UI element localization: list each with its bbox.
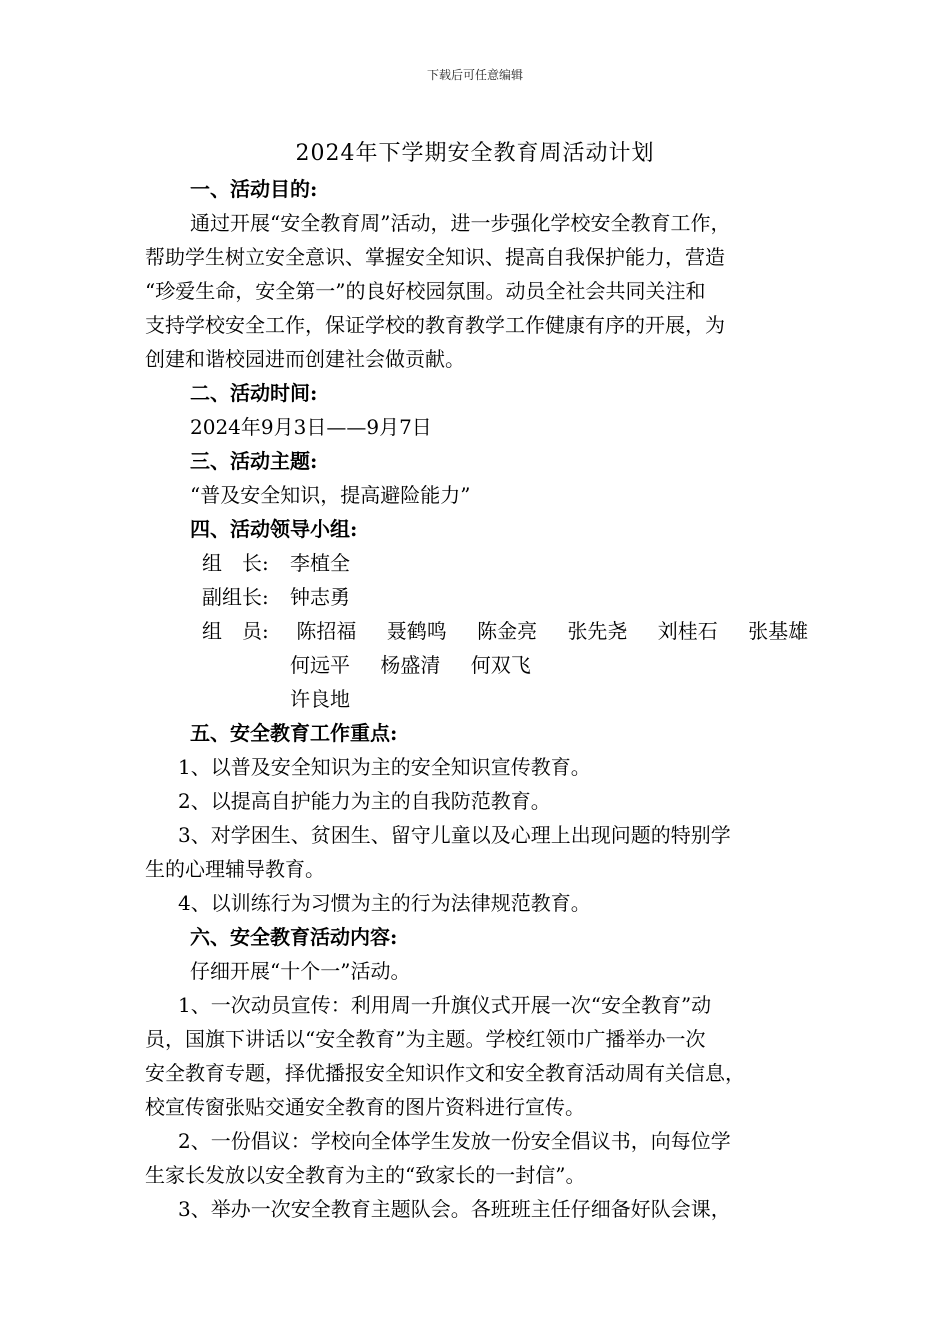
deputy-name: 钟志勇	[290, 585, 350, 609]
member-name: 何远平	[290, 653, 350, 677]
focus-item-2: 2、以提高自护能力为主的自我防范教育。	[178, 789, 551, 813]
activity-1-line: 安全教育专题，择优播报安全知识作文和安全教育活动周有关信息，	[145, 1061, 745, 1085]
section-4-heading: 四、活动领导小组:	[190, 517, 358, 541]
activity-dates: 2024年9月3日——9月7日	[190, 415, 432, 439]
member-name: 刘桂石	[657, 619, 718, 643]
member-name: 聂鹤鸣	[386, 619, 447, 643]
member-name: 张基雄	[748, 619, 809, 643]
members-row-1	[145, 614, 815, 648]
section-2-heading: 二、活动时间:	[190, 381, 318, 405]
page-title: 2024年下学期安全教育周活动计划	[295, 141, 655, 166]
section-1-line: 通过开展“安全教育周”活动，进一步强化学校安全教育工作，	[190, 211, 731, 235]
deputy-row	[145, 580, 815, 614]
focus-item-3-cont: 生的心理辅导教育。	[145, 857, 325, 881]
activity-theme: “普及安全知识，提高避险能力”	[190, 483, 471, 507]
focus-item-4: 4、以训练行为习惯为主的行为法律规范教育。	[178, 891, 591, 915]
section-6-intro: 仔细开展“十个一”活动。	[190, 959, 411, 983]
activity-1-line: 员，国旗下讲话以“安全教育”为主题。学校红领巾广播举办一次	[145, 1027, 706, 1051]
members-row-2	[145, 648, 815, 682]
member-name: 何双飞	[470, 653, 531, 677]
activity-3-line: 3、举办一次安全教育主题队会。各班班主任仔细备好队会课，	[178, 1197, 731, 1221]
section-3-heading: 三、活动主题:	[190, 449, 318, 473]
activity-2-line: 生家长发放以安全教育为主的“致家长的一封信”。	[145, 1163, 586, 1187]
header-note: 下载后可任意编辑	[426, 68, 523, 82]
member-name: 杨盛清	[380, 653, 441, 677]
section-1-line: 创建和谐校园进而创建社会做贡献。	[145, 347, 465, 371]
document-body	[145, 172, 815, 1226]
section-6-heading: 六、安全教育活动内容:	[190, 925, 398, 949]
section-1-line: 支持学校安全工作，保证学校的教育教学工作健康有序的开展，为	[145, 313, 725, 337]
leader-label: 组 长:	[202, 551, 269, 575]
member-name: 陈金亮	[477, 619, 538, 643]
members-row-3	[145, 682, 815, 716]
activity-2-line: 2、一份倡议：学校向全体学生发放一份安全倡议书，向每位学	[178, 1129, 731, 1153]
focus-item-3: 3、对学困生、贫困生、留守儿童以及心理上出现问题的特别学	[178, 823, 731, 847]
leader-row	[145, 546, 815, 580]
deputy-label: 副组长:	[202, 585, 269, 609]
section-1-line: “珍爱生命，安全第一”的良好校园氛围。动员全社会共同关注和	[145, 279, 706, 303]
section-1-heading: 一、活动目的:	[190, 177, 318, 201]
activity-1-line: 校宣传窗张贴交通安全教育的图片资料进行宣传。	[145, 1095, 585, 1119]
member-name: 陈招福	[296, 619, 357, 643]
leader-name: 李植全	[290, 551, 350, 575]
members-label: 组 员:	[202, 619, 269, 643]
activity-1-line: 1、一次动员宣传：利用周一升旗仪式开展一次“安全教育”动	[178, 993, 712, 1017]
section-1-line: 帮助学生树立安全意识、掌握安全知识、提高自我保护能力，营造	[145, 245, 725, 269]
section-5-heading: 五、安全教育工作重点:	[190, 721, 398, 745]
member-name: 张先尧	[567, 619, 628, 643]
member-name: 许良地	[290, 687, 350, 711]
focus-item-1: 1、以普及安全知识为主的安全知识宣传教育。	[178, 755, 591, 779]
